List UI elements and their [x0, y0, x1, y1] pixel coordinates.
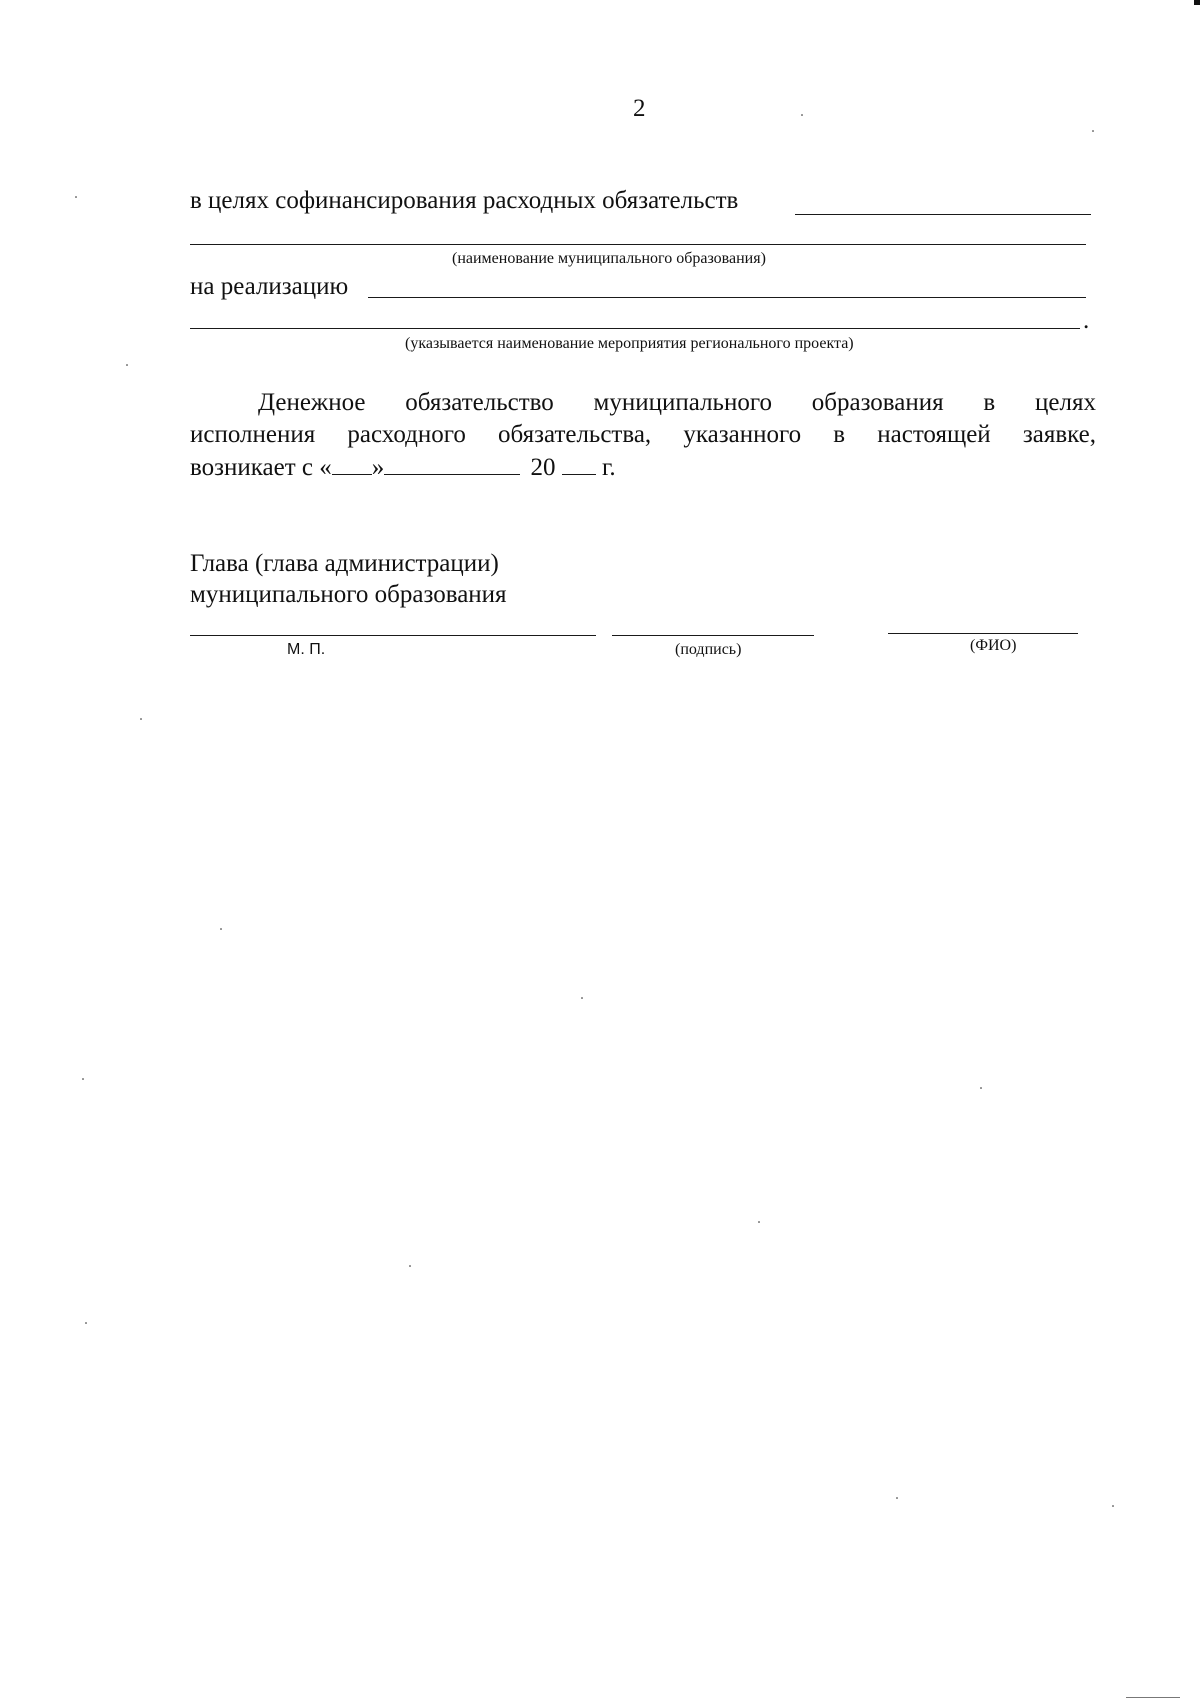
event-name-caption: (указывается наименование мероприятия регионального проекта)	[405, 335, 854, 352]
municipality-name-caption: (наименование муниципального образования)	[452, 250, 766, 267]
paragraph-row-2: исполнения расходного обязательства, указанного в настоящей заявке,	[190, 421, 1096, 448]
scan-speck	[126, 364, 128, 366]
implementation-line	[190, 272, 348, 302]
scan-speck	[75, 196, 77, 198]
paragraph-row-1: Денежное обязательство муниципального образования в целях	[258, 389, 1096, 416]
signatory-title-line-2: муниципального образования	[190, 581, 507, 608]
stamp-caption: М. П.	[287, 641, 326, 658]
event-name-blank[interactable]	[190, 328, 1080, 329]
year-suffix: г.	[602, 454, 616, 481]
stamp-blank[interactable]	[190, 635, 596, 636]
signature-caption: (подпись)	[675, 641, 742, 658]
date-prefix: возникает с «	[190, 454, 332, 481]
purpose-blank-inline[interactable]	[795, 214, 1091, 215]
scan-speck	[85, 1322, 87, 1324]
scan-speck	[1092, 130, 1094, 132]
full-name-blank[interactable]	[888, 633, 1078, 634]
signature-blank[interactable]	[612, 635, 814, 636]
implementation-label: на реализацию	[190, 273, 349, 300]
date-line	[190, 452, 616, 483]
purpose-label: в целях софинансирования расходных обязательств	[190, 187, 739, 214]
full-name-caption: (ФИО)	[970, 637, 1017, 654]
scan-corner-mark	[1194, 0, 1200, 5]
year-blank[interactable]	[562, 452, 596, 475]
day-blank[interactable]	[332, 452, 372, 475]
scan-speck	[1112, 1505, 1114, 1507]
scan-bottom-mark	[1126, 1697, 1180, 1698]
scan-speck	[581, 997, 583, 999]
event-line-end-period: .	[1083, 307, 1090, 334]
year-prefix: 20	[530, 454, 556, 481]
scan-speck	[980, 1087, 982, 1089]
obligation-paragraph	[190, 388, 1096, 450]
scan-speck	[801, 114, 803, 116]
page-number: 2	[633, 95, 646, 122]
purpose-line	[190, 186, 738, 216]
scan-speck	[220, 928, 222, 930]
scan-speck	[409, 1265, 411, 1267]
scan-speck	[758, 1221, 760, 1223]
municipality-name-blank[interactable]	[190, 244, 1086, 245]
implementation-blank-inline[interactable]	[368, 297, 1086, 298]
date-day-close: »	[371, 454, 385, 481]
scan-speck	[82, 1078, 84, 1080]
scan-speck	[896, 1497, 898, 1499]
signatory-title-line-1: Глава (глава администрации)	[190, 550, 499, 577]
month-blank[interactable]	[384, 452, 520, 475]
scan-speck	[140, 718, 142, 720]
